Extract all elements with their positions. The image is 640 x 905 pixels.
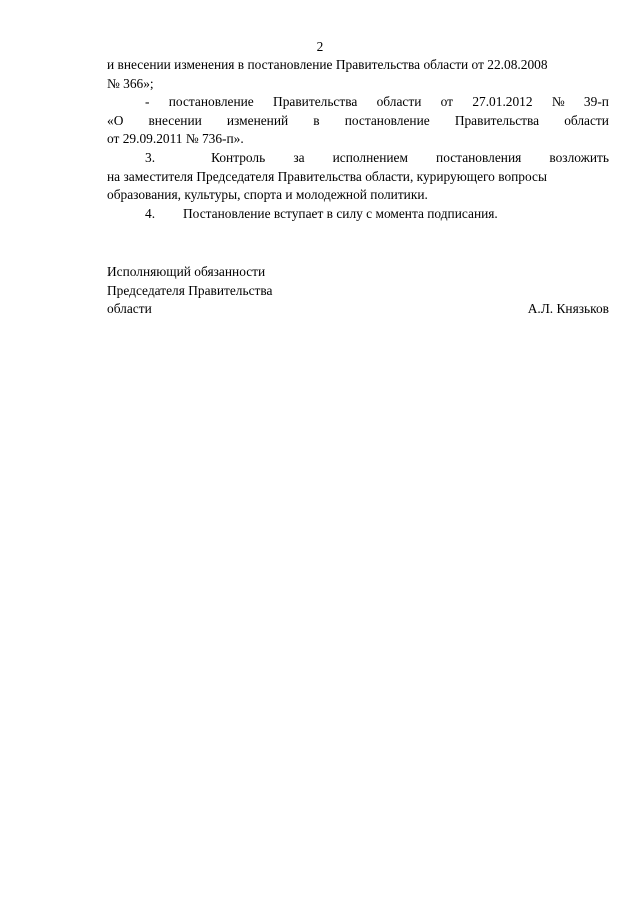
word: в	[313, 112, 320, 128]
signature-title-line-3	[107, 300, 609, 319]
word: постановление	[168, 94, 254, 110]
word: области	[376, 94, 422, 110]
word: №	[551, 94, 565, 110]
list-item-dash-continuation-line-2: от 29.09.2011 № 736-п».	[107, 131, 244, 147]
list-item-3-line-3: образования, культуры, спорта и молодежной политики.	[107, 187, 428, 203]
list-item-4	[107, 205, 609, 224]
signatory-name: А.Л. Князьков	[527, 301, 609, 317]
list-item-3	[107, 149, 609, 168]
signature-title-line-2	[107, 282, 609, 301]
word: изменений	[226, 112, 289, 128]
word: Правительства	[273, 94, 358, 110]
word: исполнением	[332, 149, 408, 165]
document-body	[107, 56, 609, 223]
word: 39-п	[583, 94, 609, 110]
list-item-dash-continuation	[107, 112, 609, 131]
word: 27.01.2012	[472, 94, 533, 110]
word: постановления	[436, 149, 522, 165]
page-number: 2	[316, 39, 324, 54]
signature-title-line-1	[107, 263, 609, 282]
word: «О	[107, 112, 124, 128]
signature-block	[107, 263, 609, 319]
signature-title-2: Председателя Правительства	[107, 282, 273, 298]
signature-title-1: Исполняющий обязанности	[107, 264, 266, 279]
list-item-4-text: Постановление вступает в силу с момента подписания.	[183, 205, 498, 221]
word: области	[564, 112, 609, 128]
signature-title-3: области	[107, 301, 152, 317]
word: от	[440, 94, 454, 110]
word: Правительства	[454, 112, 540, 128]
item-number: 3.	[145, 149, 156, 165]
word: -	[145, 94, 150, 110]
word: возложить	[549, 149, 609, 165]
paragraph-continuation-line-2: № 366»;	[107, 75, 154, 91]
list-item-dash	[107, 93, 609, 112]
word: внесении	[148, 112, 202, 128]
paragraph-continuation-line-1: и внесении изменения в постановление Правительства области от 22.08.2008	[107, 57, 548, 72]
list-item-3-line-2: на заместителя Председателя Правительства области, курирующего вопросы	[107, 168, 547, 184]
item-number: 4.	[145, 205, 156, 221]
word: за	[293, 149, 305, 165]
word: Контроль	[211, 149, 266, 165]
word: постановление	[344, 112, 430, 128]
